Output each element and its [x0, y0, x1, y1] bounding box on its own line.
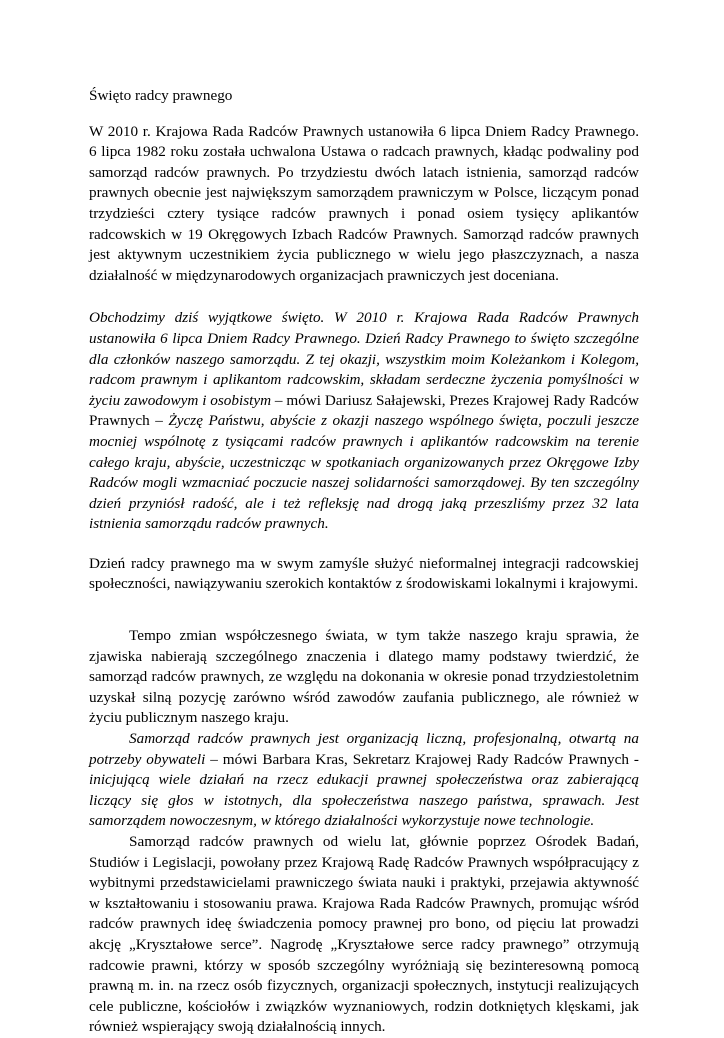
quote-part-b: inicjującą wiele działań na rzecz edukacji prawnej społeczeństwa oraz zabierającą liczący się głos w istotnych, dla społeczeństwa naszego państwa, sprawach. Jest samorządem nowoczesnym, w którego działalności wykorzystuje nowe technologie. — [89, 771, 639, 830]
quote-attribution: – mówi Barbara Kras, Sekretarz Krajowej Rady Radców Prawnych - — [205, 750, 639, 768]
paragraph-intro: W 2010 r. Krajowa Rada Radców Prawnych ustanowiła 6 lipca Dniem Radcy Prawnego. 6 lipca 1982 roku została uchwalona Ustawa o radcach prawnych, kładąc podwaliny pod samorząd radców prawnych. Po trzydziestu dwóch latach istnienia, samorząd radców prawnych obecnie jest największym samorządem prawniczym w Polsce, liczącym ponad trzydzieści cztery tysiące radców prawnych i ponad osiem tysięcy aplikantów radcowskich w 19 Okręgowych Izbach Radców Prawnych. Samorząd radców prawnych jest aktywnym uczestnikiem życia publicznego w wielu jego płaszczyznach, a nasza działalność w międzynarodowych organizacjach prawniczych jest doceniana. — [89, 122, 639, 284]
quote-attribution: – mówi Dariusz Sałajewski, Prezes Krajowej Rady Radców Prawnych – — [89, 391, 639, 430]
paragraph-salajewski-quote — [89, 308, 639, 535]
quote-part-a: Obchodzimy dziś wyjątkowe święto. W 2010 r. Krajowa Rada Radców Prawnych ustanowiła 6 lipca Dniem Radcy Prawnego. Dzień Radcy Prawnego to święto szczególne dla członków naszego samorządu. Z tej okazji, wszystkim moim Koleżankom i Kolegom, radcom prawnym i aplikantom radcowskim, składam serdeczne życzenia pomyślności w życiu zawodowym i osobistym — [89, 309, 639, 409]
document-page — [89, 86, 639, 1038]
quote-part-b: Życzę Państwu, abyście z okazji naszego wspólnego święta, poczuli jeszcze mocniej wspólnotę z tysiącami radców prawnych i aplikantów radcowskim na terenie całego kraju, abyście, uczestnicząc w spotkaniach organizowanych przez Okręgowe Izby Radców mogli wzmacniać poczucie naszej solidarności samorządowej. By ten szczególny dzień przyniósł radość, ale i też refleksję nad drogą jaką przeszliśmy przez 32 lata istnienia samorządu radców prawnych. — [89, 412, 639, 533]
paragraph-osrodek: Samorząd radców prawnych od wielu lat, głównie poprzez Ośrodek Badań, Studiów i Legislacji, powołany przez Krajową Radę Radców Prawnych współpracujący z wybitnymi przedstawicielami prawniczego świata nauki i praktyki, przejawia aktywność w kształtowaniu i stosowaniu prawa. Krajowa Rada Radców Prawnych, promując wśród radców prawnych ideę świadczenia pomocy prawnej pro bono, od pięciu lat prowadzi akcję „Kryształowe serce”. Nagrodę „Kryształowe serce radcy prawnego” otrzymują radcowie prawni, którzy w sposób szczególny wyróżniają się bezinteresowną pomocą prawną m. in. na rzecz osób fizycznych, organizacji społecznych, instytucji realizujących cele publiczne, kościołów i związków wyznaniowych, rodzin dotkniętych klęskami, jak również wspierający swoją działalnością innych. — [89, 833, 639, 1036]
paragraph-tempo: Tempo zmian współczesnego świata, w tym także naszego kraju sprawia, że zjawiska nabierają szczególnego znaczenia i dlatego mamy podstawy twierdzić, że samorząd radców prawnych, ze względu na dokonania w okresie ponad trzydziestoletnim uzyskał silną pozycję zarówno wśród zawodów zaufania publicznego, ale również w życiu publicznym naszego kraju. — [89, 627, 639, 727]
paragraph-kras-quote — [89, 729, 639, 832]
document-title: Święto radcy prawnego — [89, 87, 233, 104]
paragraph-integration: Dzień radcy prawnego ma w swym zamyśle służyć nieformalnej integracji radcowskiej społeczności, nawiązywaniu szerokich kontaktów z środowiskami lokalnymi i krajowymi. — [89, 554, 639, 593]
quote-part-a: Samorząd radców prawnych jest organizacją liczną, profesjonalną, otwartą na potrzeby obywateli — [89, 730, 639, 768]
